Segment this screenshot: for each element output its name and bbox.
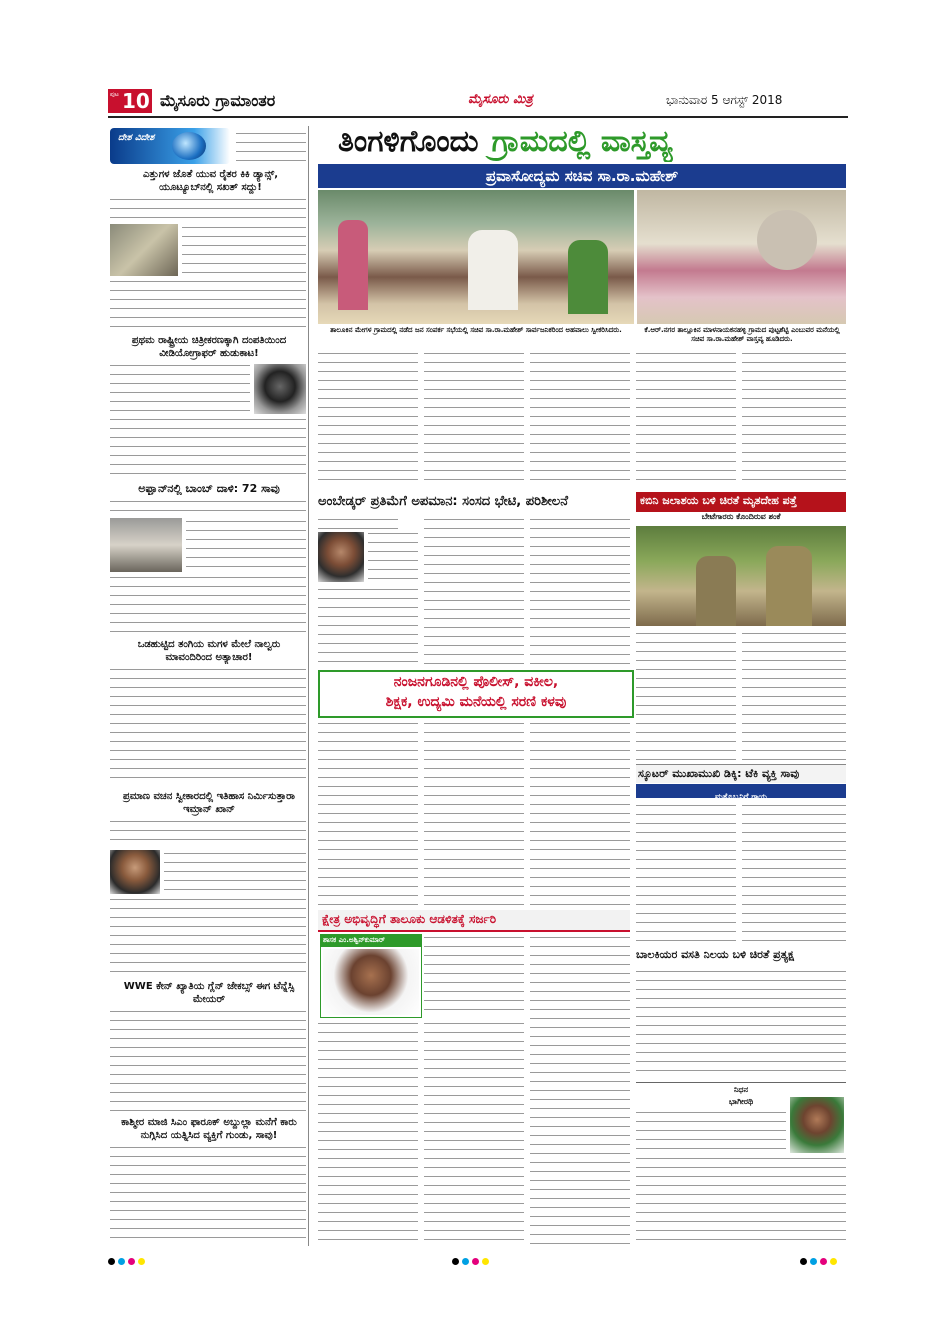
left-column <box>108 126 309 1246</box>
development-text <box>424 934 524 1016</box>
article-text <box>110 896 306 976</box>
black-dot <box>452 1258 459 1265</box>
ambedkar-text <box>318 516 398 530</box>
theft-text <box>530 720 630 850</box>
scooter-subheadline-bar <box>636 784 846 801</box>
lead-headline-part1: ತಿಂಗಳಿಗೊಂದು <box>338 124 479 159</box>
article-text <box>110 818 306 848</box>
scooter-text <box>742 802 846 942</box>
cyan-dot <box>118 1258 125 1265</box>
article-title: ಕಾಶ್ಮೀರ ಮಾಜಿ ಸಿಎಂ ಫಾರೂಕ್ ಅಬ್ದುಲ್ಲಾ ಮನೆಗೆ ಕಾರು ನುಗ್ಗಿಸಿದ ಯತ್ನಿಸಿದ ವ್ಯಕ್ತಿಗೆ ಗುಂಡು, ಸಾವು! <box>121 1117 297 1141</box>
article-title: ಒಡಹುಟ್ಟಿದ ತಂಗಿಯ ಮಗಳ ಮೇಲೆ ನಾಲ್ವರು ಮಾವಂದಿರಿಂದ ಅತ್ಯಾಚಾರ! <box>137 639 281 663</box>
lead-subheadline: ಪ್ರವಾಸೋದ್ಯಮ ಸಚಿವ ಸಾ.ರಾ.ಮಹೇಶ್ <box>485 167 679 185</box>
black-dot <box>800 1258 807 1265</box>
article-title: WWE ಕೇನ್ ಖ್ಯಾತಿಯ ಗ್ಲೆನ್ ಜೇಕಬ್ಸ್ ಈಗ ಟೆನ್ನೆಸ್ಸಿ ಮೇಯರ್ <box>123 981 295 1005</box>
scooter-subheadline: ಮತ್ತೊಬ್ಬನಿಗೆ ಗಾಯ <box>715 792 767 801</box>
mla-photo-label-bar <box>321 935 421 947</box>
logo-text: ದೇಶ ವಿದೇಶ <box>118 133 155 143</box>
article-title: ಎತ್ತುಗಳ ಜೊತೆ ಯುವ ರೈತರ ಕಿಕಿ ಡ್ಯಾನ್ಸ್, ಯೂಟ್ಯೂಬ್‍ನಲ್ಲಿ ಸಖತ್ ಸದ್ದು! <box>142 169 279 193</box>
leopard-carcass-photo <box>636 526 846 626</box>
kabini-subheadline: ಬೇಟೆಗಾರರು ಕೊಂದಿರುವ ಶಂಕೆ <box>701 512 781 521</box>
desha-videsha-logo <box>110 128 230 164</box>
lead-subheadline-bar <box>318 164 846 188</box>
theft-headline-box <box>318 670 634 718</box>
ambedkar-headline: ಅಂಬೇಡ್ಕರ್ ಪ್ರತಿಮೆಗೆ ಅಪಮಾನ: ಸಂಸದ ಭೇಟಿ, ಪರಿಶೀಲನೆ <box>318 494 568 509</box>
magenta-dot <box>820 1258 827 1265</box>
lead-headline-part2: ಗ್ರಾಮದಲ್ಲಿ ವಾಸ್ತವ್ಯ <box>491 124 673 159</box>
article-text <box>164 850 306 894</box>
development-text <box>318 856 418 906</box>
meeting-photo <box>318 190 634 324</box>
article-text <box>110 574 306 634</box>
article-text <box>110 498 306 516</box>
yellow-dot <box>830 1258 837 1265</box>
scooter-text <box>636 802 736 942</box>
article-text <box>110 1008 306 1112</box>
article-title: ಪ್ರಥಮ ರಾಷ್ಟ್ರೀಯ ಚಿತ್ರೀಕರಣಕ್ಕಾಗಿ ದಂಪತಿಯಿಂದ ವೀಡಿಯೋಗ್ರಾಫರ್ ಹುಡುಕಾಟ! <box>131 335 287 359</box>
lead-photo-caption-right: ಕೆ.ಆರ್.ನಗರ ತಾಲ್ಲೂಕಿನ ಮಾಳನಾಯಕನಹಳ್ಳಿ ಗ್ರಾಮದ ಪುಟ್ಟಶೆಟ್ಟಿ ಎಂಬುವರ ಮನೆಯಲ್ಲಿ ಸಚಿವ ಸಾ.ರಾ.ಮಹೇಶ್ ವಾಸ್ತವ್ಯ ಹೂಡಿದರು. <box>644 326 840 343</box>
development-text <box>424 856 524 906</box>
obituary-label: ನಿಧನ <box>733 1085 749 1094</box>
obituary-name: ಭಾಗೀರಥಿ <box>728 1097 754 1106</box>
cyan-dot <box>462 1258 469 1265</box>
theft-text <box>424 720 524 850</box>
article-title: ಪ್ರಮಾಣ ವಚನ ಸ್ವೀಕಾರದಲ್ಲಿ ಇತಿಹಾಸ ನಿರ್ಮಿಸುತ್ತಾರಾ ಇಮ್ರಾನ್ ಖಾನ್ <box>123 791 295 815</box>
color-registration-marks-left <box>108 1250 148 1269</box>
ambedkar-text <box>530 516 630 666</box>
obituary-photo <box>790 1097 844 1153</box>
hostel-text <box>636 968 846 1076</box>
kiki-photo <box>110 224 178 276</box>
theft-headline-line1: ನಂಜನಗೂಡಿನಲ್ಲಿ ಪೊಲೀಸ್, ವಕೀಲ, <box>393 674 559 690</box>
kabini-headline: ಕಬಿನಿ ಜಲಾಶಯ ಬಳಿ ಚಿರತೆ ಮೃತದೇಹ ಪತ್ತೆ <box>640 494 797 507</box>
development-text <box>318 1020 418 1248</box>
scooter-headline-bar <box>636 764 846 783</box>
lead-text-col-1 <box>318 350 418 484</box>
cyan-dot <box>810 1258 817 1265</box>
lead-text-col-4 <box>636 350 736 484</box>
development-headline-bar <box>318 910 630 932</box>
scooter-headline: ಸ್ಕೂಟರ್ ಮುಖಾಮುಖಿ ಡಿಕ್ಕಿ: ಟೆಕಿ ವ್ಯಕ್ತಿ ಸಾವು <box>638 767 800 780</box>
kabini-text <box>742 630 846 760</box>
page-number-box <box>108 89 152 113</box>
theft-text <box>318 720 418 850</box>
article-text <box>186 518 306 572</box>
ambedkar-text <box>424 516 524 666</box>
masthead <box>108 86 848 120</box>
logo-side-text <box>236 130 306 164</box>
globe-icon <box>172 132 206 160</box>
article-text <box>110 362 250 414</box>
development-text <box>530 856 630 906</box>
obituary-text <box>636 1155 846 1247</box>
mp-photo <box>318 532 364 582</box>
article-text <box>110 416 306 478</box>
lead-headline <box>318 124 846 162</box>
paper-name: ಮೈಸೂರು ಮಿತ್ರ <box>468 92 533 107</box>
ambedkar-text <box>368 530 418 584</box>
village-stay-photo <box>637 190 846 324</box>
color-registration-marks-center <box>452 1250 492 1269</box>
page-number: 10 <box>122 89 150 113</box>
black-dot <box>108 1258 115 1265</box>
issue-date: ಭಾನುವಾರ 5 ಆಗಸ್ಟ್ 2018 <box>666 93 783 107</box>
development-text <box>530 934 630 1248</box>
magenta-dot <box>472 1258 479 1265</box>
hostel-headline: ಬಾಲಕಿಯರ ವಸತಿ ನಿಲಯ ಬಳಿ ಚಿರತೆ ಪ್ರತ್ಯಕ್ಷ <box>636 948 794 961</box>
lead-photo-caption-left: ತಾಲೂಕಿನ ಮೇಗಳ ಗ್ರಾಮದಲ್ಲಿ ನಡೆದ ಜನ ಸಂಪರ್ಕ ಸಭೆಯಲ್ಲಿ ಸಚಿವ ಸಾ.ರಾ.ಮಹೇಶ್ ಸಾರ್ವಜನಿಕರಿಂದ ಅಹವಾಲು ಸ್ವೀಕರಿಸಿದರು. <box>330 326 622 334</box>
yellow-dot <box>138 1258 145 1265</box>
obituary-box <box>636 1082 846 1249</box>
development-headline: ಕ್ಷೇತ್ರ ಅಭಿವೃದ್ಧಿಗೆ ತಾಲೂಕು ಆಡಳಿತಕ್ಕೆ ಸರ್ಜರಿ <box>322 912 497 926</box>
development-text <box>424 1020 524 1248</box>
lead-text-col-5 <box>742 350 846 484</box>
theft-headline-line2: ಶಿಕ್ಷಕ, ಉದ್ಯಮಿ ಮನೆಯಲ್ಲಿ ಸರಣಿ ಕಳವು <box>385 694 567 710</box>
lead-text-col-3 <box>530 350 630 484</box>
article-text <box>110 278 306 330</box>
mla-photo-label: ಶಾಸಕ ಎಂ.ಅಶ್ವಿನ್‍ಕುಮಾರ್ <box>323 936 385 944</box>
mla-photo <box>323 949 419 1015</box>
lead-text-col-2 <box>424 350 524 484</box>
article-text <box>110 196 306 222</box>
camera-photo <box>254 364 306 414</box>
yellow-dot <box>482 1258 489 1265</box>
section-title: ಮೈಸೂರು ಗ್ರಾಮಾಂತರ <box>160 91 276 110</box>
obituary-text <box>636 1109 786 1153</box>
mla-photo-box <box>320 934 422 1018</box>
article-text <box>110 666 306 786</box>
blast-photo <box>110 518 182 572</box>
imran-khan-photo <box>110 850 160 894</box>
masthead-rule <box>108 116 848 118</box>
page-label: ಪುಟ <box>110 91 119 98</box>
ambedkar-text <box>318 586 418 666</box>
article-text <box>182 224 306 276</box>
kabini-headline-bar <box>636 492 846 512</box>
article-text <box>110 1144 306 1244</box>
magenta-dot <box>128 1258 135 1265</box>
color-registration-marks-right <box>800 1250 840 1269</box>
kabini-text <box>636 630 736 760</box>
article-title: ಅಫ್ಘಾನ್‍ನಲ್ಲಿ ಬಾಂಬ್ ದಾಳಿ: 72 ಸಾವು <box>138 482 280 495</box>
